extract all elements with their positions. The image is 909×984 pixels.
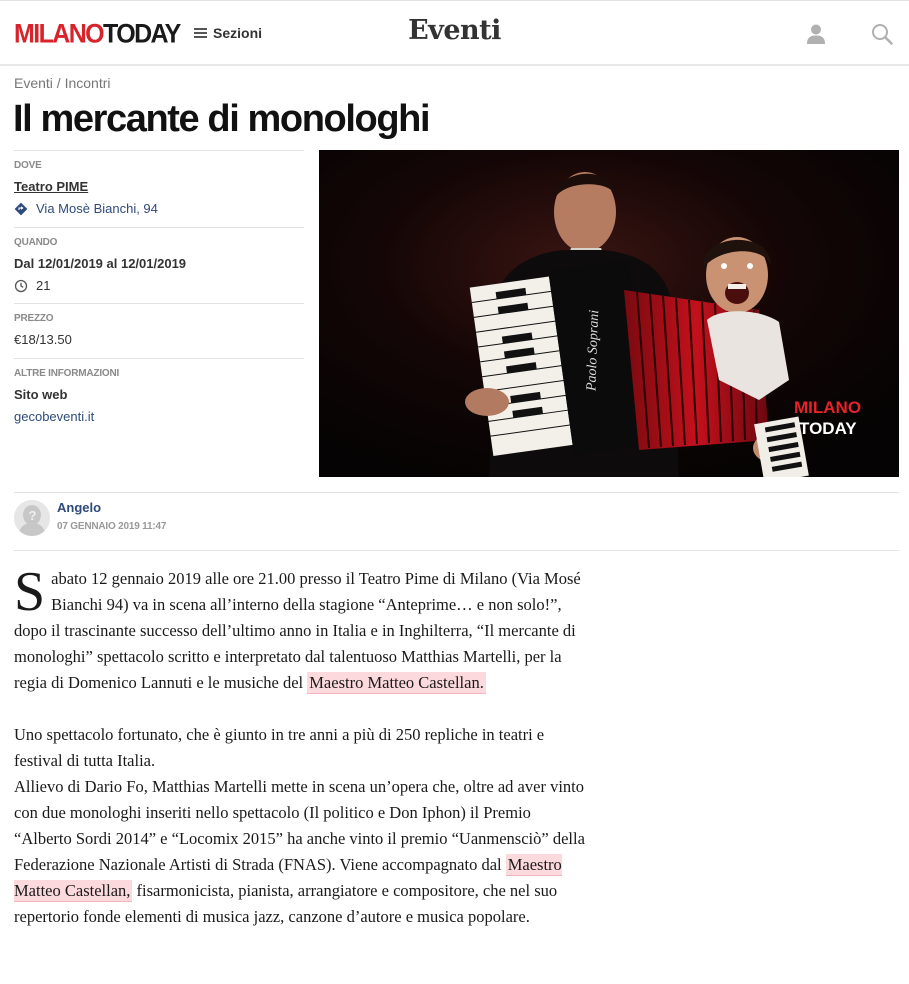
when-block (14, 227, 304, 303)
highlighted-term-link[interactable]: Maestro Matteo Castellan, (14, 855, 562, 900)
watermark-today: TODAY (799, 419, 857, 438)
breadcrumb-incontri[interactable]: Incontri (64, 75, 111, 91)
breadcrumb-eventi[interactable]: Eventi (14, 75, 53, 91)
event-info-panel (14, 150, 304, 438)
breadcrumb-separator: / (52, 75, 65, 91)
price-block (14, 303, 304, 358)
logo-milano: MILANO (14, 19, 103, 49)
more-info-block (14, 358, 304, 438)
svg-text:?: ? (28, 508, 37, 523)
page-title: Il mercante di monologhi (13, 98, 430, 140)
event-photo (319, 150, 899, 477)
time-row (14, 275, 304, 297)
section-title: Eventi (408, 15, 501, 46)
event-photo-illustration (319, 150, 899, 477)
dates-text: Dal 12/01/2019 al 12/01/2019 (14, 256, 187, 271)
author-name[interactable]: Angelo (57, 500, 102, 515)
article-paragraph-2 (14, 722, 589, 930)
watermark-milano: MILANO (794, 398, 862, 417)
breadcrumb (14, 75, 111, 91)
accordion-brand-text: Paolo Soprani (584, 309, 603, 392)
price-label: PREZZO (14, 313, 54, 324)
price-text: €18/13.50 (14, 332, 72, 347)
logo-today: TODAY (103, 19, 180, 49)
website-row (14, 406, 304, 428)
directions-icon (14, 202, 28, 216)
article-paragraph-1 (14, 561, 589, 696)
time-text: 21 (36, 278, 51, 293)
top-navigation-bar (0, 0, 909, 66)
website-label: Sito web (14, 387, 68, 402)
website-link[interactable]: gecobeventi.it (14, 409, 95, 424)
author-avatar[interactable] (14, 500, 50, 536)
address-text: Via Mosè Bianchi, 94 (36, 201, 158, 216)
sections-menu-label: Sezioni (213, 25, 263, 41)
where-label: DOVE (14, 160, 42, 171)
venue-link[interactable]: Teatro PIME (14, 179, 89, 194)
more-info-label: ALTRE INFORMAZIONI (14, 368, 120, 379)
highlighted-term-link[interactable]: Maestro Matteo Castellan. (309, 673, 484, 692)
paragraph-2-tail: fisarmonicista, pianista, arrangiatore e compositore, che nel suo repertorio fonde elementi di musica jazz, canzone d’autore e musica popolare. (14, 881, 558, 926)
address-row[interactable] (14, 198, 304, 220)
author-bottom-divider (14, 550, 899, 551)
author-top-divider (14, 492, 899, 493)
clock-icon (14, 279, 28, 293)
paragraph-2-text: Allievo di Dario Fo, Matthias Martelli mette in scena un’opera che, oltre ad aver vinto con due monologhi inseriti nello spettacolo (Il politico e Don Iphon) il Premio “Alberto Sordi 2014” e “Locomix 2015” ha anche vinto il premio “Uanmensciò” della Federazione Nazionale Artisti di Strada (FNAS). Viene accompagnato dal (14, 777, 585, 874)
user-icon[interactable] (806, 23, 826, 45)
search-icon[interactable] (871, 23, 893, 45)
where-block (14, 150, 304, 227)
paragraph-2-line-1: Uno spettacolo fortunato, che è giunto in tre anni a più di 250 repliche in teatri e festival di tutta Italia. (14, 725, 545, 770)
article-body (14, 561, 589, 956)
when-label: QUANDO (14, 237, 58, 248)
venue-row (14, 176, 304, 198)
avatar-placeholder-icon (14, 500, 50, 536)
publish-date: 07 GENNAIO 2019 11:47 (57, 521, 167, 532)
drop-cap: S (14, 561, 46, 623)
paragraph-1-text: abato 12 gennaio 2019 alle ore 21.00 presso il Teatro Pime di Milano (Via Mosé Bianchi 94) va in scena all’interno della stagione “Anteprime… e non solo!”, dopo il trascinante successo dell’ultimo anno in Italia e in Inghilterra, “Il mercante di monologhi” spettacolo scritto e interpretato dal talentuoso Matthias Martelli, per la regia di Domenico Lannuti e le musiche del (14, 569, 581, 692)
